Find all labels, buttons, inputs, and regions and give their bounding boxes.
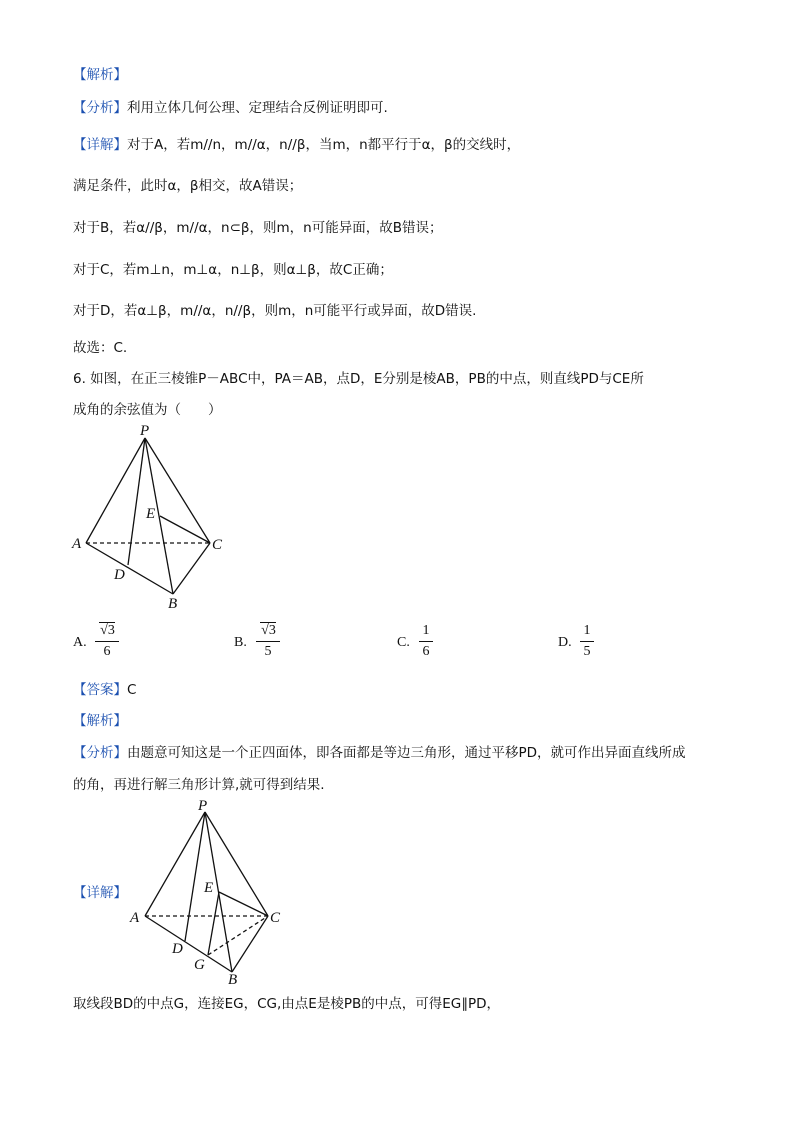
q5-detail-line-2: 满足条件，此时α，β相交，故A错误； (73, 178, 303, 194)
q6-analysis-heading: 【解析】 (73, 713, 127, 729)
q5-detail-text-1: 对于A，若m//n，m//α，n//β，当m，n都平行于α，β的交线时， (127, 137, 521, 153)
option-c-fraction (419, 622, 433, 661)
fig2-label-d: D (172, 941, 183, 957)
fig2-label-a: A (130, 910, 140, 926)
option-a-numerator: √3 (100, 623, 115, 638)
q5-detail-line-1 (73, 136, 520, 154)
q6-stem-line-1: 6. 如图，在正三棱锥P－ABC中，PA＝AB，点D，E分别是棱AB，PB的中点，则直线PD与CE所 (73, 371, 644, 387)
fig1-label-c: C (212, 537, 223, 553)
fig1-label-a: A (72, 536, 82, 552)
option-a-denominator: 6 (103, 644, 111, 659)
option-b-denominator: 5 (264, 644, 272, 659)
option-d-denominator: 5 (583, 644, 591, 659)
q5-detail-line-5: 对于D，若α⊥β，m//α，n//β，则m，n可能平行或异面，故D错误. (73, 303, 477, 319)
fig2-label-g: G (194, 957, 205, 973)
q6-answer-line (73, 681, 136, 699)
option-c-label: C. (397, 635, 410, 650)
fig2-label-p: P (198, 798, 208, 814)
option-b-label: B. (234, 635, 247, 650)
fig2-label-c: C (270, 910, 281, 926)
q6-detail-last-line: 取线段BD的中点G，连接EG，CG,由点E是棱PB的中点，可得EG∥PD， (73, 996, 500, 1012)
q6-fenxi-text-1: 由题意可知这是一个正四面体，即各面都是等边三角形，通过平移PD，就可作出异面直线所成 (127, 745, 686, 761)
answer-tag: 【答案】 (73, 682, 127, 698)
option-a-label: A. (73, 635, 87, 650)
q5-fenxi-text: 利用立体几何公理、定理结合反例证明即可. (127, 100, 388, 116)
fig2-label-b: B (228, 972, 238, 988)
fig1-label-b: B (168, 596, 178, 612)
option-c-numerator: 1 (422, 623, 430, 638)
q5-detail-line-4: 对于C，若m⊥n，m⊥α，n⊥β，则α⊥β，故C正确； (73, 262, 393, 278)
option-b-numerator: √3 (261, 623, 276, 638)
q5-choice: 故选：C. (73, 340, 128, 356)
q6-fenxi-line-2: 的角，再进行解三角形计算,就可得到结果. (73, 777, 325, 793)
pyramid-figure-1 (66, 422, 236, 612)
option-d-fraction (580, 622, 594, 661)
xiangjie-tag: 【详解】 (73, 137, 127, 153)
pyramid-figure-2 (124, 795, 294, 990)
option-d-numerator: 1 (583, 623, 591, 638)
q6-xiangjie-tag: 【详解】 (73, 885, 127, 901)
option-b-fraction (256, 622, 280, 661)
option-a-fraction (95, 622, 119, 661)
fig1-label-d: D (114, 567, 125, 583)
option-d-label: D. (558, 635, 572, 650)
q5-fenxi-line (73, 99, 388, 117)
q6-fenxi-tag: 【分析】 (73, 745, 127, 761)
q6-stem-line-2: 成角的余弦值为（ ） (73, 402, 222, 418)
fig1-label-e: E (146, 506, 156, 522)
q6-fenxi-line-1 (73, 744, 686, 762)
fig1-label-p: P (140, 423, 150, 439)
q6-answer-value: C (127, 682, 137, 698)
q5-detail-line-3: 对于B，若α//β，m//α，n⊂β，则m，n可能异面，故B错误； (73, 220, 443, 236)
fig2-label-e: E (204, 880, 214, 896)
fenxi-tag: 【分析】 (73, 100, 127, 116)
analysis-heading: 【解析】 (73, 67, 127, 83)
option-c-denominator: 6 (422, 644, 430, 659)
